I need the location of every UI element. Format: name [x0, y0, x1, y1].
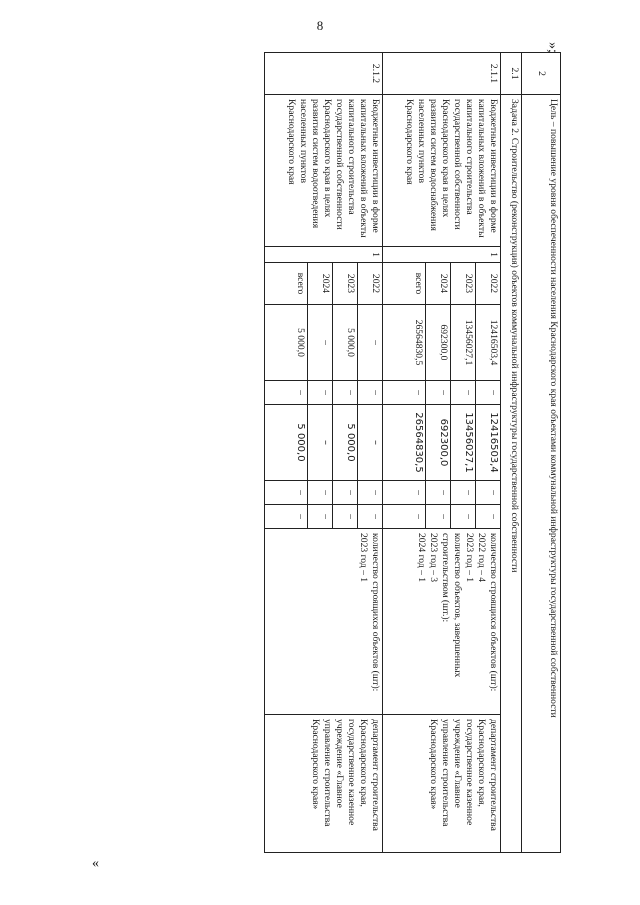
- year-cell: 2022: [476, 263, 501, 305]
- regional-cell: 26564830,5: [383, 405, 426, 481]
- federal-cell: –: [333, 381, 358, 405]
- regional-cell: –: [308, 405, 333, 481]
- item-2-number: 2.1.2: [265, 53, 383, 95]
- item-1-result: количество строящихся объектов (шт): 2022 год – 4 2023 год – 1 количество объектов, завершенных строительством (шт.): 2023 год – 3 2024 год – 1: [383, 529, 501, 715]
- federal-cell: –: [265, 381, 308, 405]
- task-number: 2.1: [501, 53, 522, 95]
- federal-cell: –: [308, 381, 333, 405]
- year-cell: всего: [265, 263, 308, 305]
- federal-cell: –: [383, 381, 426, 405]
- year-cell: 2024: [426, 263, 451, 305]
- local-cell: –: [265, 481, 308, 505]
- regional-cell: –: [358, 405, 383, 481]
- local-cell: –: [358, 481, 383, 505]
- page-number: 8: [316, 18, 324, 33]
- local-cell: –: [333, 481, 358, 505]
- extra-cell: –: [308, 505, 333, 529]
- goal-text: Цель – повышение уровня обеспеченности населения Краснодарского края объектами коммунальной инфраструктуры государственной собственности: [522, 95, 561, 853]
- year-cell: 2022: [358, 263, 383, 305]
- goal-number: 2: [522, 53, 561, 95]
- total-cell: 692300,0: [426, 305, 451, 381]
- year-cell: 2023: [451, 263, 476, 305]
- extra-cell: –: [426, 505, 451, 529]
- item-2-status: 1: [265, 247, 383, 263]
- regional-cell: 12416503,4: [476, 405, 501, 481]
- item-2-result: количество строящихся объектов (шт): 2023 год – 1: [265, 529, 383, 715]
- item-1-number: 2.1.1: [383, 53, 501, 95]
- total-cell: 12416503,4: [476, 305, 501, 381]
- extra-cell: –: [265, 505, 308, 529]
- item-2-executor: департамент строительства Краснодарского края, государственное казенное учреждение «Главное управление строительства Краснодарского края»: [265, 715, 383, 853]
- local-cell: –: [451, 481, 476, 505]
- item-2-row-2022: [358, 53, 383, 853]
- local-cell: –: [308, 481, 333, 505]
- extra-cell: –: [333, 505, 358, 529]
- local-cell: –: [476, 481, 501, 505]
- item-2-name: Бюджетные инвестиции в форме капитальных вложений в объекты капитального строительства государственной собственности Краснодарского края в целях развития систем водоотведения населенных пунктов Краснодарского края: [265, 95, 383, 247]
- opening-quote: «: [92, 856, 99, 871]
- program-table: [264, 52, 561, 853]
- year-cell: 2023: [333, 263, 358, 305]
- extra-cell: –: [451, 505, 476, 529]
- regional-cell: 5 000,0: [265, 405, 308, 481]
- total-cell: 26564830,5: [383, 305, 426, 381]
- regional-cell: 5 000,0: [333, 405, 358, 481]
- year-cell: 2024: [308, 263, 333, 305]
- item-1-status: 1: [383, 247, 501, 263]
- regional-cell: 692300,0: [426, 405, 451, 481]
- rotated-table-container: [106, 52, 561, 852]
- item-1-name: Бюджетные инвестиции в форме капитальных вложений в объекты капитального строительства государственной собственности Краснодарского края в целях развития систем водоснабжения населенных пунктов Краснодарского края: [383, 95, 501, 247]
- goal-row: [522, 53, 561, 853]
- total-cell: 5 000,0: [333, 305, 358, 381]
- regional-cell: 13456027,1: [451, 405, 476, 481]
- local-cell: –: [426, 481, 451, 505]
- total-cell: 5 000,0: [265, 305, 308, 381]
- extra-cell: –: [383, 505, 426, 529]
- total-cell: –: [308, 305, 333, 381]
- year-cell: всего: [383, 263, 426, 305]
- federal-cell: –: [426, 381, 451, 405]
- task-text: Задача 2. Строительство (реконструкция) объектов коммунальной инфраструктуры государственной собственности: [501, 95, 522, 853]
- item-1-row-2022: [476, 53, 501, 853]
- closing-quote: »;: [545, 42, 560, 53]
- extra-cell: –: [358, 505, 383, 529]
- federal-cell: –: [358, 381, 383, 405]
- extra-cell: –: [476, 505, 501, 529]
- federal-cell: –: [451, 381, 476, 405]
- local-cell: –: [383, 481, 426, 505]
- item-1-executor: департамент строительства Краснодарского края, государственное казенное учреждение «Главное управление строительства Краснодарского края»: [383, 715, 501, 853]
- federal-cell: –: [476, 381, 501, 405]
- task-row: [501, 53, 522, 853]
- total-cell: –: [358, 305, 383, 381]
- total-cell: 13456027,1: [451, 305, 476, 381]
